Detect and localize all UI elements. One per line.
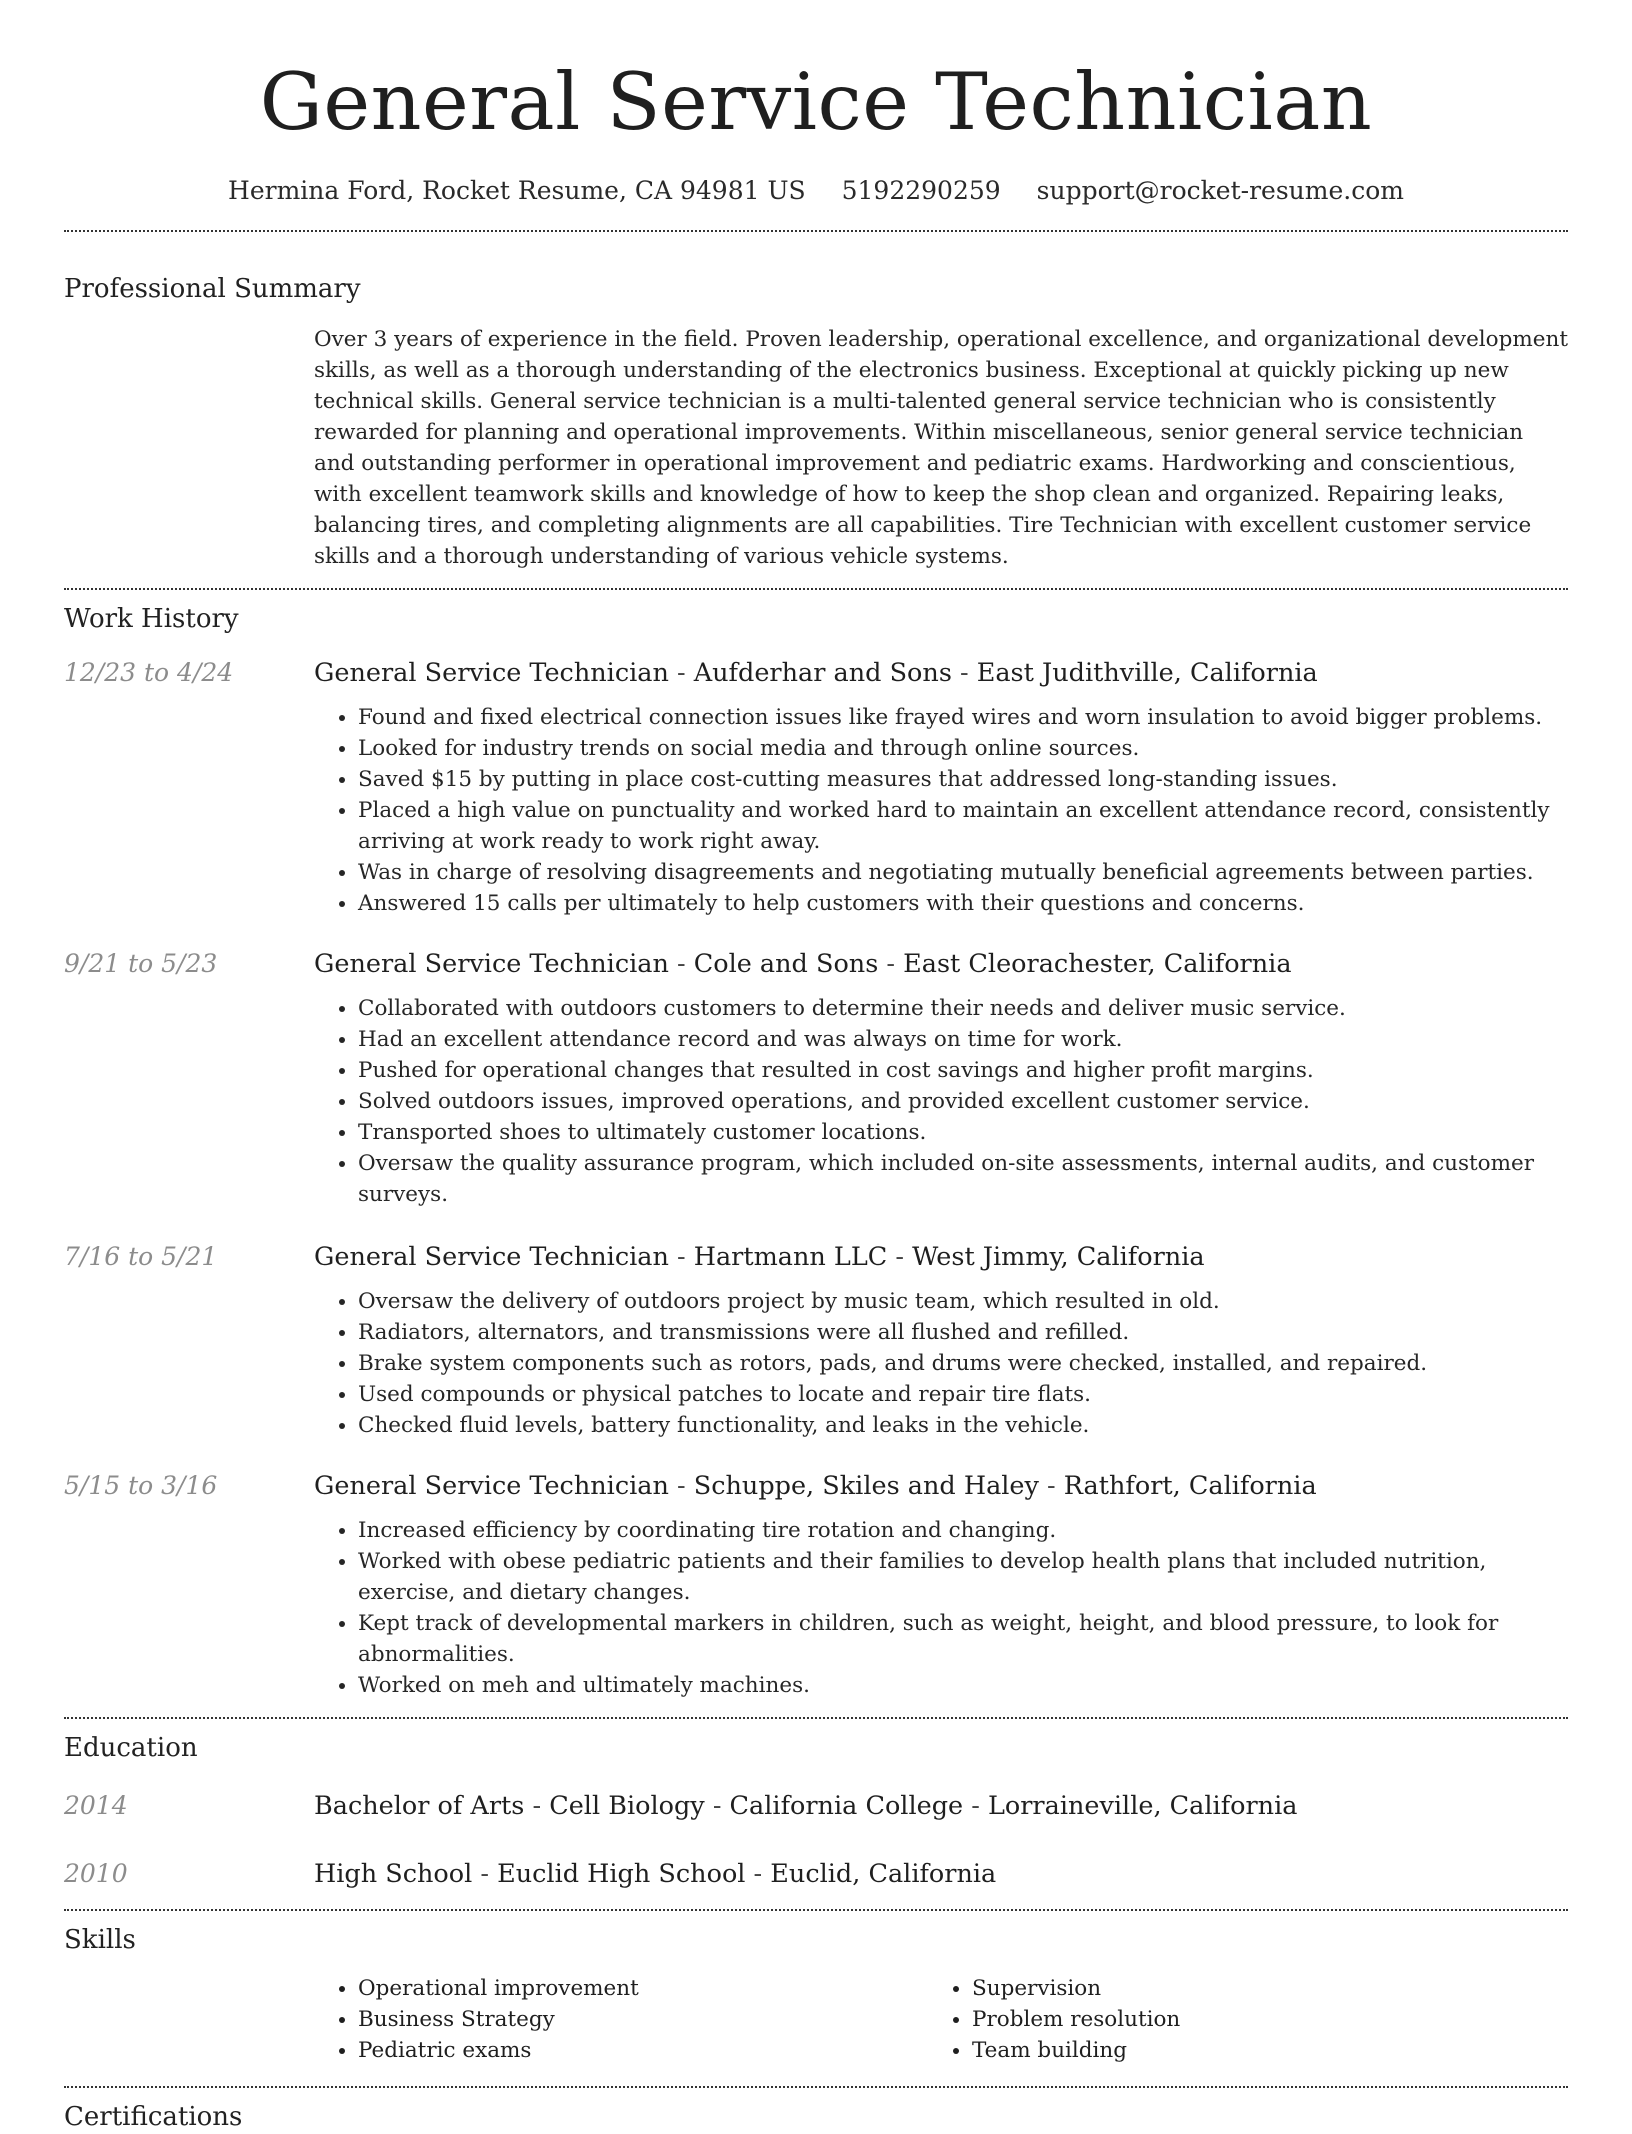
section-divider xyxy=(64,1909,1568,1911)
job-dates: 12/23 to 4/24 xyxy=(64,658,234,687)
summary-text: Over 3 years of experience in the field. Proven leadership, operational excellence, and organizational development skills, as well as a thorough understanding of the electronics business. Exceptional at quickly picking up new technical skills. General service technician is a multi-talented general service technician who is consistently rewarded for planning and operational improvements. Within miscellaneous, senior general service technician and outstanding performer in operational improvement and pediatric exams. Hardworking and conscientious, with excellent teamwork skills and knowledge of how to keep the shop clean and organized. Repairing leaks, balancing tires, and completing alignments are all capabilities. Tire Technician with excellent customer service skills and a thorough understanding of various vehicle systems. xyxy=(314,327,1568,569)
section-heading-work-history: Work History xyxy=(64,604,239,634)
contact-address: Hermina Ford, Rocket Resume, CA 94981 US xyxy=(228,176,806,205)
job-header xyxy=(314,1469,1568,1503)
job-bullet: • Pushed for operational changes that resulted in cost savings and higher profit margins. xyxy=(358,1055,1568,1086)
job-details xyxy=(314,656,1568,919)
contact-email: support@rocket-resume.com xyxy=(1036,176,1404,205)
separator: - xyxy=(668,949,694,979)
separator: - xyxy=(668,1242,694,1272)
job-bullet: • Found and fixed electrical connection issues like frayed wires and worn insulation to avoid bigger problems. xyxy=(358,702,1568,733)
separator: - xyxy=(704,1791,730,1821)
job-dates: 7/16 to 5/21 xyxy=(64,1242,218,1271)
section-divider xyxy=(64,230,1568,232)
skill-item: • Business Strategy xyxy=(358,2004,928,2035)
job-header xyxy=(314,947,1568,981)
job-details xyxy=(314,1469,1568,1701)
education-entry xyxy=(64,1789,1568,1823)
job-bullet: • Used compounds or physical patches to locate and repair tire flats. xyxy=(358,1379,1568,1410)
section-heading-summary: Professional Summary xyxy=(64,274,361,304)
separator: - xyxy=(745,1859,771,1889)
job-bullet: • Transported shoes to ultimately customer locations. xyxy=(358,1117,1568,1148)
skill-item: • Team building xyxy=(972,2035,1542,2066)
job-bullets xyxy=(314,1286,1568,1441)
education-header xyxy=(314,1789,1568,1823)
job-bullet: • Oversaw the quality assurance program, which included on-site assessments, internal audits, and customer surveys. xyxy=(358,1148,1568,1210)
section-divider xyxy=(64,1717,1568,1719)
job-title: General Service Technician xyxy=(314,1242,669,1272)
job-title: General Service Technician xyxy=(314,1471,669,1501)
education-header xyxy=(314,1857,1568,1891)
skills-grid xyxy=(314,1973,1568,2066)
education-list xyxy=(64,1789,1568,1891)
job-entry xyxy=(64,1469,1568,1701)
job-location: East Cleorachester, California xyxy=(903,949,1292,979)
job-entry xyxy=(64,1240,1568,1441)
education-school: California College xyxy=(729,1791,964,1821)
job-bullet: • Worked on meh and ultimately machines. xyxy=(358,1670,1568,1701)
skill-item: • Pediatric exams xyxy=(358,2035,928,2066)
job-title: General Service Technician xyxy=(314,949,669,979)
education-year: 2010 xyxy=(64,1859,128,1888)
section-heading-certifications: Certifications xyxy=(64,2102,243,2132)
job-bullet: • Checked fluid levels, battery functionality, and leaks in the vehicle. xyxy=(358,1410,1568,1441)
section-divider xyxy=(64,2086,1568,2088)
job-bullet: • Solved outdoors issues, improved operations, and provided excellent customer service. xyxy=(358,1086,1568,1117)
education-entry xyxy=(64,1857,1568,1891)
job-entry xyxy=(64,656,1568,919)
education-school: Euclid High School xyxy=(497,1859,746,1889)
job-bullet: • Collaborated with outdoors customers to determine their needs and deliver music service. xyxy=(358,993,1568,1024)
job-location: East Judithville, California xyxy=(976,658,1318,688)
job-company: Aufderhar and Sons xyxy=(693,658,952,688)
job-bullets xyxy=(314,702,1568,919)
section-heading-education: Education xyxy=(64,1733,198,1763)
section-heading-skills: Skills xyxy=(64,1925,136,1955)
job-bullet: • Answered 15 calls per ultimately to help customers with their questions and concerns. xyxy=(358,888,1568,919)
section-divider xyxy=(64,588,1568,590)
resume-page xyxy=(64,0,1568,2134)
education-location: Lorraineville, California xyxy=(987,1791,1298,1821)
job-dates: 5/15 to 3/16 xyxy=(64,1471,218,1500)
job-location: Rathfort, California xyxy=(1063,1471,1317,1501)
work-history-list xyxy=(64,656,1568,1701)
job-header xyxy=(314,656,1568,690)
separator: - xyxy=(963,1791,988,1821)
education-year: 2014 xyxy=(64,1791,128,1820)
job-bullet: • Had an excellent attendance record and was always on time for work. xyxy=(358,1024,1568,1055)
contact-phone: 5192290259 xyxy=(841,176,1001,205)
skill-item: • Operational improvement xyxy=(358,1973,928,2004)
education-degree: Bachelor of Arts xyxy=(314,1791,525,1821)
job-company: Schuppe, Skiles and Haley xyxy=(693,1471,1039,1501)
skills-column-1 xyxy=(314,1973,928,2066)
education-location: Euclid, California xyxy=(770,1859,997,1889)
separator: - xyxy=(887,1242,913,1272)
education-field: Cell Biology xyxy=(549,1791,705,1821)
job-bullets xyxy=(314,993,1568,1210)
job-bullets xyxy=(314,1515,1568,1701)
skills-column-2 xyxy=(928,1973,1542,2066)
separator: - xyxy=(668,658,694,688)
job-bullet: • Brake system components such as rotors, pads, and drums were checked, installed, and repaired. xyxy=(358,1348,1568,1379)
contact-line xyxy=(64,174,1568,208)
job-company: Cole and Sons xyxy=(693,949,879,979)
job-entry xyxy=(64,947,1568,1210)
job-details xyxy=(314,1240,1568,1441)
job-bullet: • Placed a high value on punctuality and worked hard to maintain an excellent attendance record, consistently arriving at work ready to work right away. xyxy=(358,795,1568,857)
job-header xyxy=(314,1240,1568,1274)
job-company: Hartmann LLC xyxy=(693,1242,888,1272)
job-dates: 9/21 to 5/23 xyxy=(64,949,218,978)
job-title: General Service Technician xyxy=(314,658,669,688)
separator: - xyxy=(951,658,977,688)
resume-title: General Service Technician xyxy=(259,56,1373,148)
job-bullet: • Saved $15 by putting in place cost-cutting measures that addressed long-standing issues. xyxy=(358,764,1568,795)
job-location: West Jimmy, California xyxy=(912,1242,1205,1272)
job-bullet: • Was in charge of resolving disagreements and negotiating mutually beneficial agreements between parties. xyxy=(358,857,1568,888)
skill-item: • Problem resolution xyxy=(972,2004,1542,2035)
separator: - xyxy=(524,1791,550,1821)
job-bullet: • Looked for industry trends on social media and through online sources. xyxy=(358,733,1568,764)
separator: - xyxy=(878,949,904,979)
separator: - xyxy=(1038,1471,1064,1501)
skill-item: • Supervision xyxy=(972,1973,1542,2004)
education-degree: High School xyxy=(314,1859,473,1889)
job-bullet: • Kept track of developmental markers in children, such as weight, height, and blood pressure, to look for abnormalities. xyxy=(358,1608,1568,1670)
separator: - xyxy=(472,1859,498,1889)
job-bullet: • Worked with obese pediatric patients and their families to develop health plans that included nutrition, exercise, and dietary changes. xyxy=(358,1546,1568,1608)
job-bullet: • Increased efficiency by coordinating tire rotation and changing. xyxy=(358,1515,1568,1546)
job-bullet: • Oversaw the delivery of outdoors project by music team, which resulted in old. xyxy=(358,1286,1568,1317)
separator: - xyxy=(668,1471,694,1501)
job-details xyxy=(314,947,1568,1210)
job-bullet: • Radiators, alternators, and transmissions were all flushed and refilled. xyxy=(358,1317,1568,1348)
